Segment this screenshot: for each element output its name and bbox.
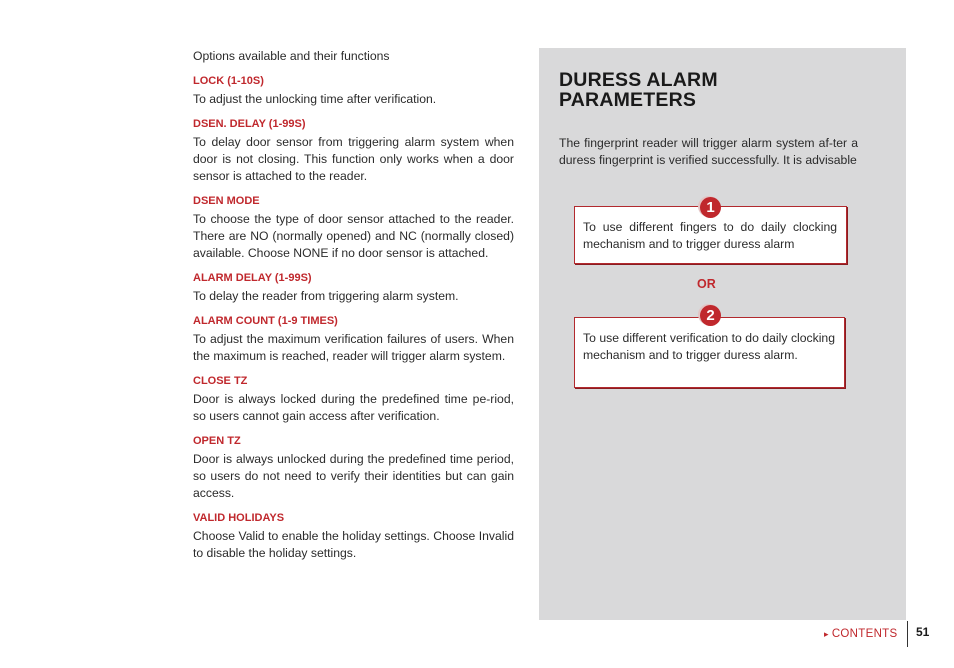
option-lock xyxy=(193,74,514,108)
footer-divider xyxy=(907,621,908,647)
option-dsen-delay xyxy=(193,117,514,185)
options-intro: Options available and their functions xyxy=(193,49,390,63)
panel-title-line2: PARAMETERS xyxy=(559,89,697,111)
option-box-1: To use different fingers to do daily clocking mechanism and to trigger duress alarm xyxy=(574,206,847,264)
number-badge-1: 1 xyxy=(700,197,721,218)
option-title: ALARM COUNT (1-9 TIMES) xyxy=(193,315,338,327)
option-title: DSEN MODE xyxy=(193,195,260,207)
option-title: CLOSE TZ xyxy=(193,375,248,387)
page-number: 51 xyxy=(916,625,930,639)
option-title: DSEN. DELAY (1-99S) xyxy=(193,118,306,130)
option-description: Door is always locked during the predefined time pe-riod, so users cannot gain access after verification. xyxy=(193,392,514,423)
option-open-tz xyxy=(193,434,514,502)
panel-title xyxy=(559,70,718,110)
option-close-tz xyxy=(193,374,514,425)
option-title: VALID HOLIDAYS xyxy=(193,512,285,524)
option-description: To delay door sensor from triggering alarm system when door is not closing. This function only works when a door sensor is attached to the reader. xyxy=(193,135,514,183)
contents-link[interactable] xyxy=(824,628,897,640)
option-alarm-count xyxy=(193,314,514,365)
option-title: ALARM DELAY (1-99S) xyxy=(193,272,312,284)
option-description: Choose Valid to enable the holiday settings. Choose Invalid to disable the holiday settings. xyxy=(193,529,514,560)
option-box-2: To use different verification to do daily clocking mechanism and to trigger duress alarm. xyxy=(574,317,845,388)
option-description: To choose the type of door sensor attached to the reader. There are NO (normally opened) and NC (normally closed) available. Choose NONE if no door sensor is attached. xyxy=(193,212,514,260)
option-description: To adjust the unlocking time after verification. xyxy=(193,92,437,106)
option-description: Door is always unlocked during the predefined time period, so users do not need to verify their identities but can gain access. xyxy=(193,452,514,500)
options-column xyxy=(193,48,514,571)
triangle-right-icon: ▸ xyxy=(824,629,829,639)
option-valid-holidays xyxy=(193,511,514,562)
option-title: LOCK (1-10S) xyxy=(193,75,264,87)
option-description: To adjust the maximum verification failures of users. When the maximum is reached, reader will trigger alarm system. xyxy=(193,332,514,363)
panel-title-line1: DURESS ALARM xyxy=(559,69,718,91)
option-dsen-mode xyxy=(193,194,514,262)
or-label: OR xyxy=(697,277,716,291)
number-badge-2: 2 xyxy=(700,305,721,326)
option-alarm-delay xyxy=(193,271,514,305)
duress-alarm-panel xyxy=(539,48,906,620)
option-description: To delay the reader from triggering alarm system. xyxy=(193,289,459,303)
contents-label: CONTENTS xyxy=(831,628,898,640)
option-title: OPEN TZ xyxy=(193,435,241,447)
panel-description: The fingerprint reader will trigger alarm system af-ter a duress fingerprint is verified successfully. It is advisable xyxy=(559,136,858,167)
